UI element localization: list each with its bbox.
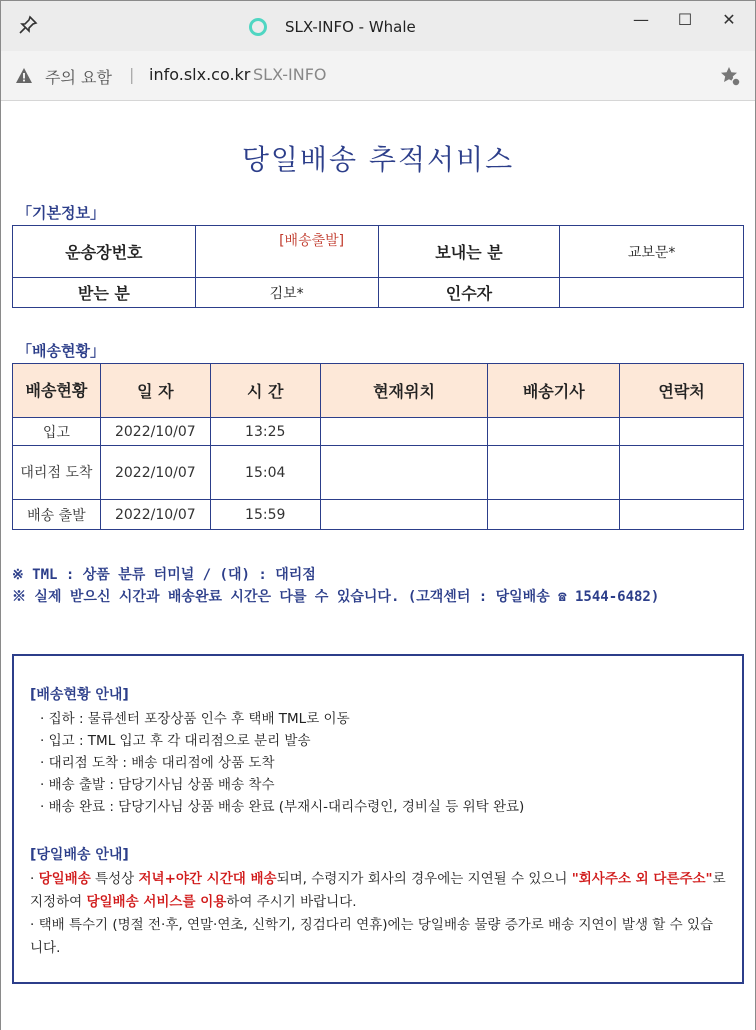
address-bar[interactable] (1, 51, 755, 101)
bookmark-star-icon[interactable] (719, 65, 741, 87)
header-driver: 배송기사 (488, 364, 620, 418)
header-time: 시 간 (210, 364, 320, 418)
header-contact: 연락처 (620, 364, 744, 418)
whale-logo-icon (249, 18, 267, 36)
row-time: 15:04 (210, 446, 320, 500)
row-location (320, 500, 488, 530)
row-date: 2022/10/07 (100, 446, 210, 500)
sameday-guide-paragraph-2: · 택배 특수기 (명절 전·후, 연말·연초, 신학기, 징검다리 연휴)에는 당일배송 물량 증가로 배송 지연이 발생 할 수 있습니다. (30, 917, 714, 956)
window-title (249, 15, 416, 39)
row-contact (620, 446, 744, 500)
address-page-title: SLX-INFO (253, 65, 327, 84)
row-date: 2022/10/07 (100, 418, 210, 446)
minimize-button[interactable]: — (633, 9, 649, 29)
page-content (1, 102, 755, 1030)
basic-info-table (12, 225, 744, 308)
list-item: · 대리점 도착 : 배송 대리점에 상품 도착 (40, 755, 275, 771)
header-status: 배송현황 (13, 364, 101, 418)
row-status: 대리점 도착 (13, 446, 101, 500)
title-bar (1, 1, 755, 51)
text-fragment: 로 지정하여 (30, 871, 726, 910)
tracking-number-label: 운송장번호 (13, 226, 196, 278)
row-contact (620, 418, 744, 446)
delivery-status-table (12, 363, 744, 530)
warning-icon[interactable] (15, 67, 33, 85)
notes (12, 564, 732, 608)
row-time: 13:25 (210, 418, 320, 446)
receiver-value: 김보* (195, 278, 378, 308)
acceptor-label: 인수자 (378, 278, 560, 308)
security-warning-text[interactable]: 주의 요함 (45, 68, 112, 87)
list-item: · 배송 출발 : 담당기사님 상품 배송 착수 (40, 777, 275, 793)
row-contact (620, 500, 744, 530)
table-row (13, 418, 744, 446)
header-location: 현재위치 (320, 364, 488, 418)
row-driver (488, 446, 620, 500)
table-row (13, 446, 744, 500)
row-driver (488, 418, 620, 446)
text-fragment: 하여 주시기 바랍니다. (226, 894, 357, 910)
highlight-text: 당일배송 서비스를 이용 (86, 894, 227, 910)
list-item: · 배송 완료 : 담당기사님 상품 배송 완료 (부재시-대리수령인, 경비실 등 위탁 완료) (40, 799, 525, 815)
row-date: 2022/10/07 (100, 500, 210, 530)
text-fragment: 되며, 수령지가 회사의 경우에는 지연될 수 있으니 (276, 871, 572, 887)
note-terminal: ※ TML : 상품 분류 터미널 / (대) : 대리점 (12, 567, 316, 583)
list-item: · 집하 : 물류센터 포장상품 인수 후 택배 TML로 이동 (40, 711, 350, 727)
tracking-status-text: [배송출발] (279, 233, 345, 249)
row-time: 15:59 (210, 500, 320, 530)
row-status: 배송 출발 (13, 500, 101, 530)
sameday-guide-paragraph-1 (30, 868, 726, 914)
highlight-text: 저녁+야간 시간대 배송 (138, 871, 277, 887)
close-button[interactable]: ✕ (722, 9, 736, 29)
sender-label: 보내는 분 (378, 226, 560, 278)
list-item: · 입고 : TML 입고 후 각 대리점으로 분리 발송 (40, 733, 311, 749)
row-location (320, 446, 488, 500)
maximize-button[interactable]: ☐ (677, 9, 693, 29)
status-guide-heading: [배송현황 안내] (30, 687, 129, 703)
tracking-status-value (195, 226, 378, 278)
status-guide-list (30, 708, 726, 818)
note-time-difference: ※ 실제 받으신 시간과 배송완료 시간은 다를 수 있습니다. (고객센터 : 당일배송 ☎ 1544-6482) (12, 589, 660, 605)
pin-icon[interactable] (17, 14, 39, 36)
page-title: 당일배송 추적서비스 (241, 143, 515, 176)
row-location (320, 418, 488, 446)
acceptor-value (560, 278, 744, 308)
delivery-status-heading: 「배송현황」 (17, 342, 105, 360)
sender-value: 교보문* (560, 226, 744, 278)
basic-info-heading: 「기본정보」 (17, 204, 105, 222)
receiver-label: 받는 분 (13, 278, 196, 308)
sameday-guide-heading: [당일배송 안내] (30, 847, 129, 863)
url-text[interactable]: info.slx.co.kr (149, 65, 251, 84)
tab-title: SLX-INFO - Whale (285, 18, 416, 36)
text-fragment: · (30, 871, 39, 887)
table-row (13, 500, 744, 530)
address-separator: | (129, 65, 135, 84)
row-driver (488, 500, 620, 530)
highlight-text: "회사주소 외 다른주소" (571, 871, 713, 887)
row-status: 입고 (13, 418, 101, 446)
text-fragment: 특성상 (90, 871, 139, 887)
guide-box (12, 654, 744, 984)
header-date: 일 자 (100, 364, 210, 418)
highlight-text: 당일배송 (38, 871, 91, 887)
